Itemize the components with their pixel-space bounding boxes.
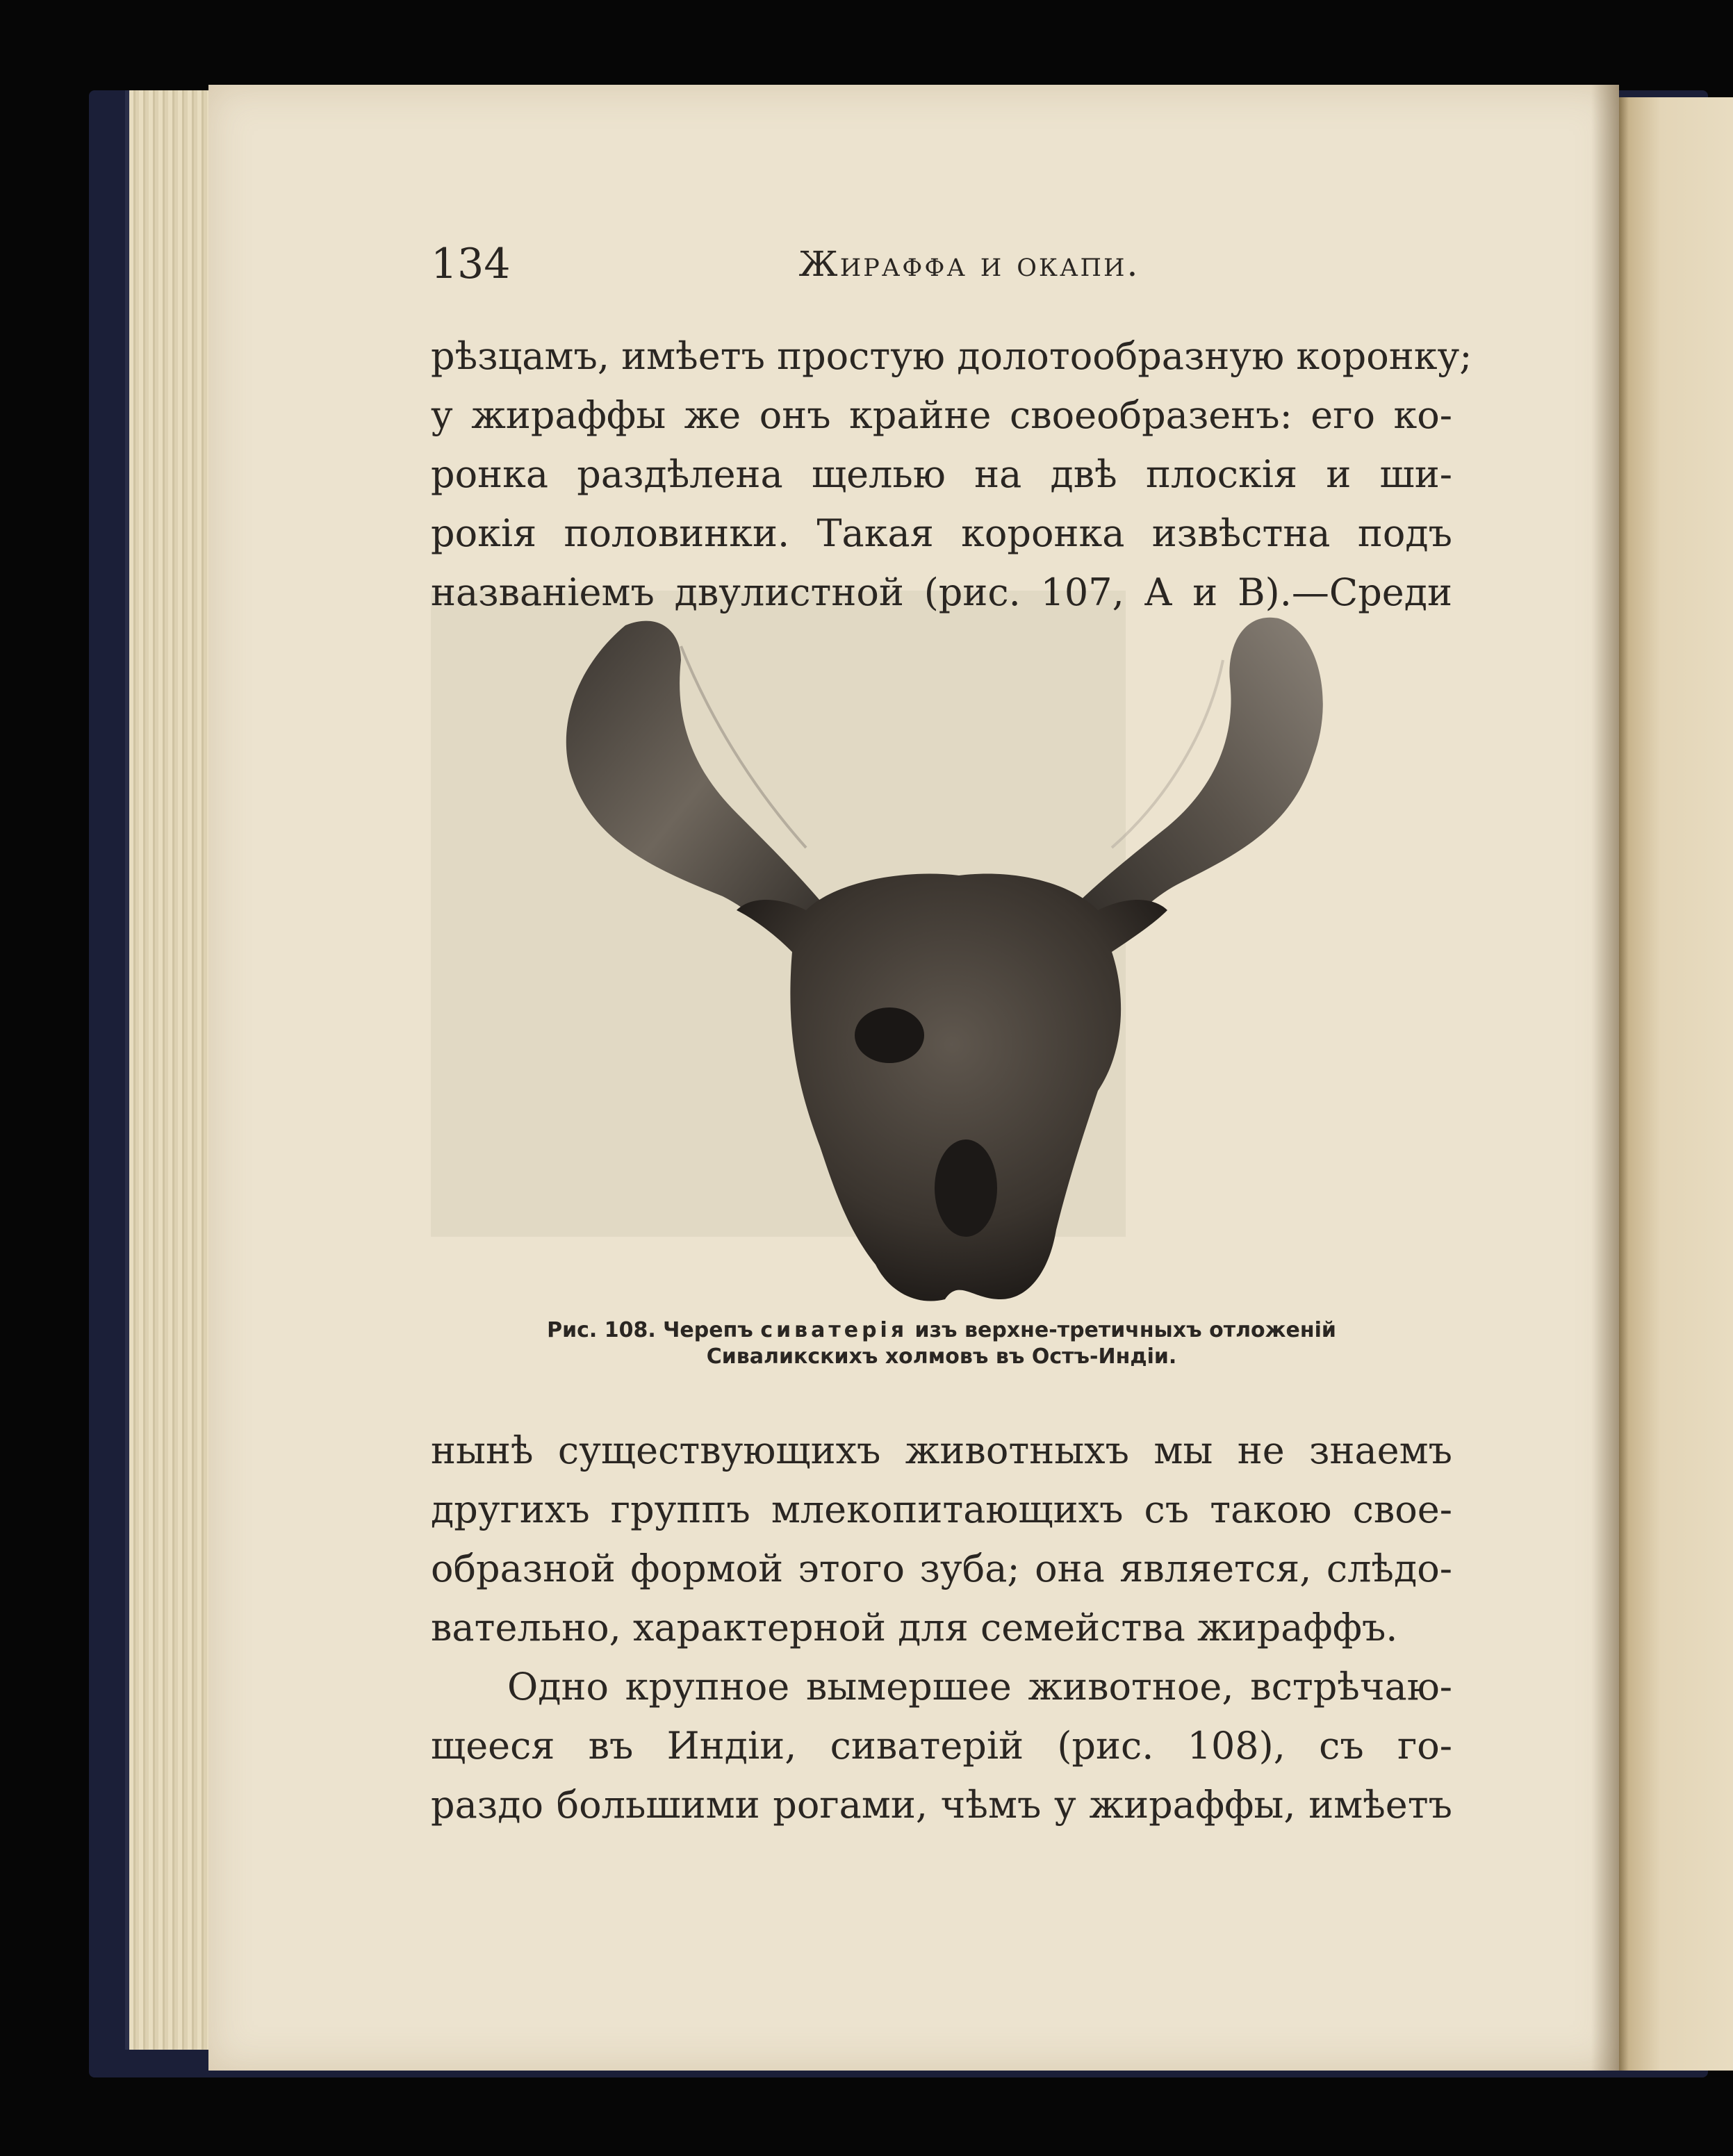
- caption-prefix: Рис. 108. Черепъ: [547, 1318, 761, 1342]
- caption-rest: изъ верхне-третичныхъ отложеній: [907, 1318, 1336, 1342]
- skull-illustration: [542, 604, 1348, 1313]
- caption-species: сиватерія: [760, 1318, 908, 1342]
- facing-page: [1619, 97, 1733, 2071]
- caption-line-2: Сиваликскихъ холмовъ въ Остъ-Индіи.: [706, 1344, 1177, 1369]
- figure-caption: [445, 1317, 1438, 1370]
- page-edges: [125, 90, 220, 2050]
- paragraph-3: [431, 1657, 1452, 1834]
- eye-socket: [855, 1007, 924, 1063]
- running-title: Жираффа и окапи.: [798, 244, 1140, 284]
- text-line: другихъ группъ млекопитающихъ съ такою свое-: [431, 1488, 1452, 1531]
- text-line: названіемъ двулистной (рис. 107, А и В).—Среди: [431, 570, 1452, 614]
- text-line: раздо большими рогами, чѣмъ у жираффы, имѣетъ: [431, 1783, 1452, 1827]
- text-line: ронка раздѣлена щелью на двѣ плоскія и ши-: [431, 452, 1452, 496]
- text-line: у жираффы же онъ крайне своеобразенъ: его ко-: [431, 393, 1452, 437]
- skull-body: [737, 873, 1167, 1301]
- text-line: рокія половинки. Такая коронка извѣстна подъ: [431, 511, 1452, 555]
- text-line: нынѣ существующихъ животныхъ мы не знаемъ: [431, 1429, 1452, 1472]
- text-line: вательно, характерной для семейства жираффъ.: [431, 1606, 1398, 1649]
- paragraph-1: [431, 327, 1472, 622]
- text-line: рѣзцамъ, имѣетъ простую долотообразную коронку;: [431, 334, 1472, 378]
- right-horn: [1070, 618, 1323, 945]
- page-gutter: [1591, 85, 1619, 2071]
- left-horn: [566, 621, 834, 952]
- paragraph-2: [431, 1421, 1452, 1657]
- nasal-cavity: [935, 1139, 997, 1237]
- text-line: Одно крупное вымершее животное, встрѣчаю-: [507, 1665, 1452, 1709]
- running-head: [431, 236, 1452, 292]
- text-line: образной формой этого зуба; она является, слѣдо-: [431, 1547, 1452, 1590]
- text-line: щееся въ Индіи, сиватерій (рис. 108), съ го-: [431, 1724, 1452, 1768]
- page-number: 134: [431, 240, 511, 288]
